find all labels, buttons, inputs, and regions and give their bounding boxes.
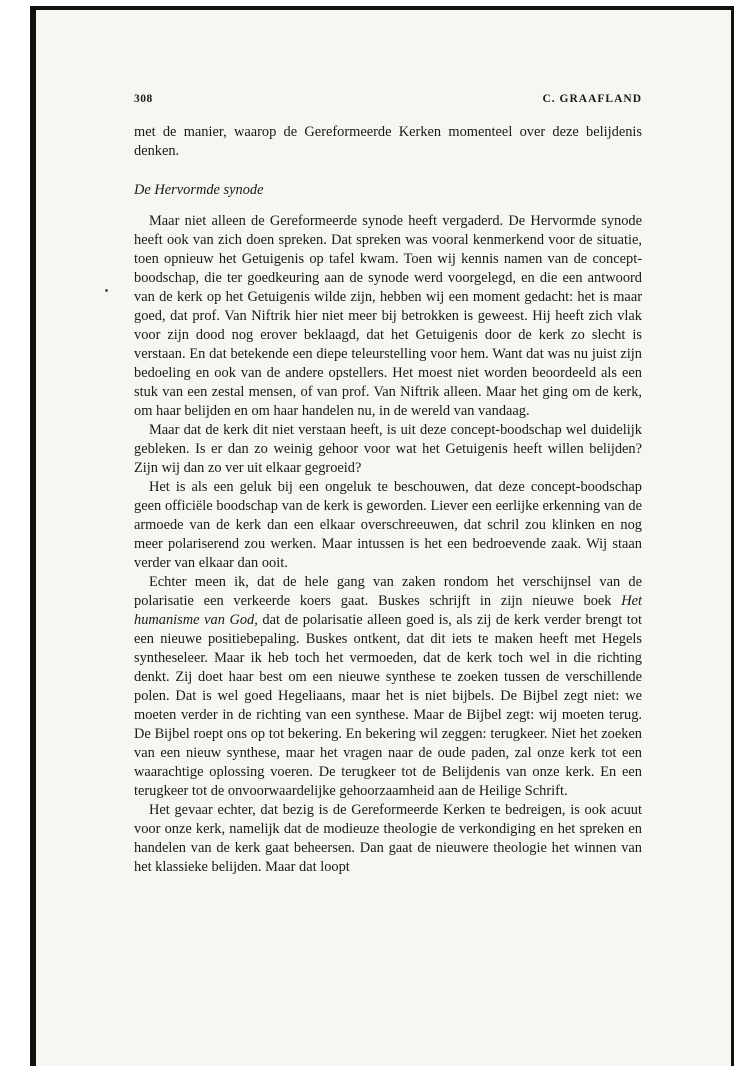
scan-speck [105,289,108,292]
paragraph: Maar niet alleen de Gereformeerde synode heeft vergaderd. De Hervormde synode heeft ook van zich doen spreken. Dat spreken was vooral kenmerkend voor de situatie, toen opnieuw het Getuigenis op tafel kwam. Toen wij kennis namen van de concept-boodschap, die ter goedkeuring aan de synode werd voorgelegd, en die een antwoord van de kerk op het Getuigenis wilde zijn, hebben wij een moment gedacht: het is maar goed, dat prof. Van Niftrik hier niet meer bij betrokken is geweest. Hij heeft zich vlak voor zijn dood nog erover beklaagd, dat het Getuigenis door de kerk zo slecht is verstaan. En dat betekende een diepe teleurstelling voor hem. Want dat was nu juist zijn bedoeling en ook van de andere opstellers. Het moest niet worden beoordeeld als een stuk van een zestal mensen, of van prof. Van Niftrik alleen. Maar het ging om de kerk, om haar belijden en om haar handelen nu, in de wereld van vandaag. [134,213,642,419]
paragraph-with-book-title [134,573,642,801]
paragraph: Maar dat de kerk dit niet verstaan heeft, is uit deze concept-boodschap wel duidelijk gebleken. Is er dan zo weinig gehoor voor wat het Getuigenis heeft willen belijden? Zijn wij dan zo ver uit elkaar gegroeid? [134,422,642,476]
intro-paragraph: met de manier, waarop de Gereformeerde Kerken momenteel over deze belijdenis denken. [134,124,642,159]
page-number: 308 [134,93,153,105]
paragraph-text: dat de polarisatie alleen goed is, als zij de kerk verder brengt tot een nieuwe positiebepaling. Buskes ontkent, dat dit iets te maken heeft met Hegels syntheseleer. Maar ik heb toch het vermoeden, dat de kerk toch wel in die richting denkt. Zij doet haar best om een nieuwe synthese te zoeken tussen de verschillende polen. Dat is wel goed Hegeliaans, maar het is niet bijbels. De Bijbel zegt niet: we moeten verder in de richting van een synthese. Maar de Bijbel zegt: wij moeten terug. De Bijbel roept ons op tot bekering. En bekering wil zeggen: terugkeer. Niet het zoeken van een nieuw synthese, maar het vragen naar de oude paden, zal onze kerk tot een waarachtige oplossing voeren. De terugkeer tot de Belijdenis van onze kerk. En een terugkeer tot de onvoorwaardelijke gehoorzaamheid aan de Heilige Schrift. [134,612,643,799]
paragraph-text: Echter meen ik, dat de hele gang van zaken rondom het verschijnsel van de polarisatie een verkeerde koers gaat. Buskes schrijft in zijn nieuwe boek [134,574,642,609]
running-head-author: C. GRAAFLAND [542,93,642,105]
book-title: Het humanisme van God, [134,593,642,628]
section-heading: De Hervormde synode [134,182,264,198]
body-text [134,123,642,877]
paragraph: Het gevaar echter, dat bezig is de Gereformeerde Kerken te bedreigen, is ook acuut voor onze kerk, namelijk dat de modieuze theologie de verkondiging en het spreken en handelen van de kerk gaat beheersen. Dan gaat de nieuwere theologie het winnen van het klassieke belijden. Maar dat loopt [134,802,642,875]
paragraph: Het is als een geluk bij een ongeluk te beschouwen, dat deze concept-boodschap geen officiële boodschap van de kerk is geworden. Liever een eerlijke erkenning van de armoede van de kerk dan een elkaar overschreeuwen, dat schril zou klinken en nog meer polariserend zou werken. Maar intussen is het een bedroevende zaak. Wij staan verder van elkaar dan ooit. [134,479,642,571]
page-header [134,93,642,109]
